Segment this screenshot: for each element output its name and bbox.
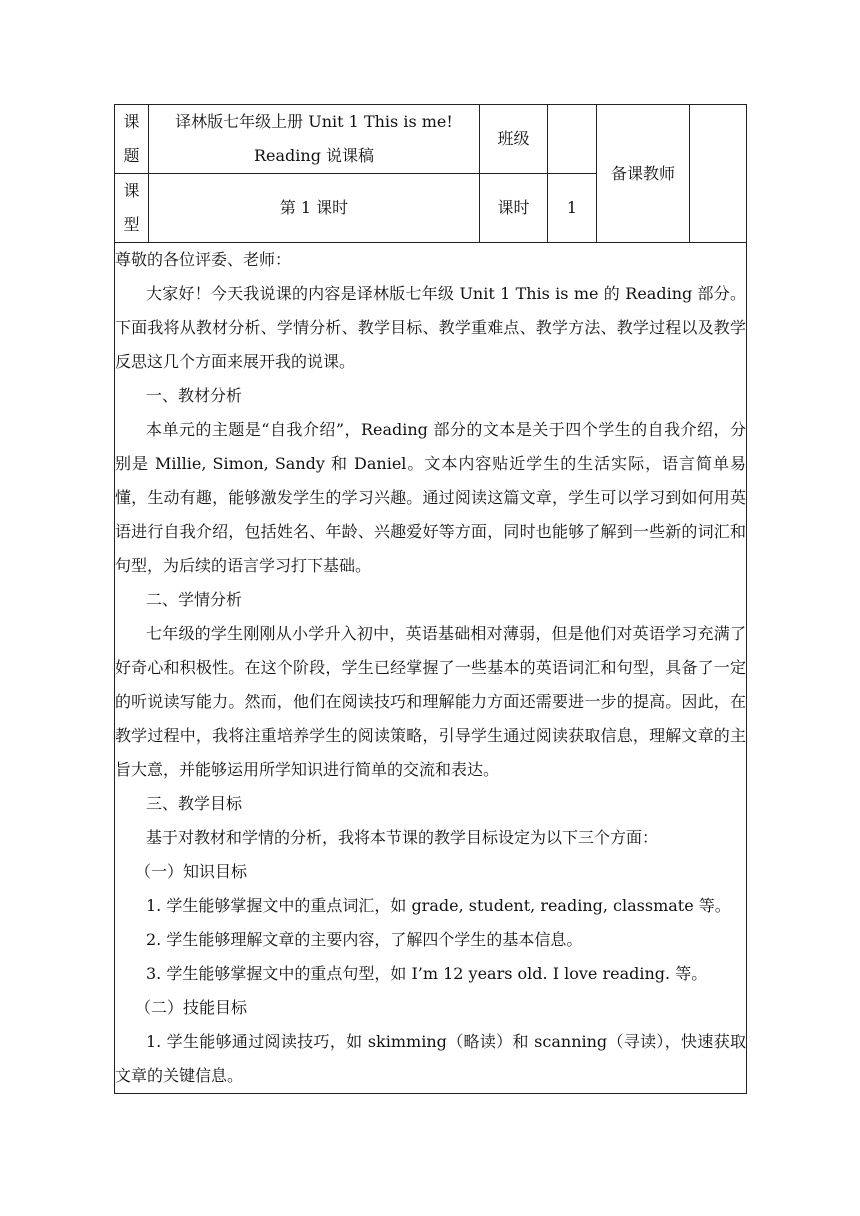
list-item: 3. 学生能够掌握文中的重点句型，如 I’m 12 years old. I love reading. 等。 bbox=[146, 964, 708, 983]
period-label: 课时 bbox=[480, 174, 548, 243]
class-value bbox=[548, 105, 597, 174]
topic-label: 课 题 bbox=[115, 105, 149, 174]
lesson-type-label: 课 型 bbox=[115, 174, 149, 243]
subsection-heading: （一）知识目标 bbox=[135, 862, 248, 881]
greeting: 尊敬的各位评委、老师： bbox=[115, 250, 292, 269]
body-paragraph: 基于对教材和学情的分析，我将本节课的教学目标设定为以下三个方面： bbox=[146, 828, 659, 847]
subsection-heading: （二）技能目标 bbox=[135, 998, 248, 1017]
teacher-label: 备课教师 bbox=[597, 105, 690, 243]
section-heading: 一、教材分析 bbox=[146, 386, 243, 405]
section-heading: 二、学情分析 bbox=[146, 590, 243, 609]
lesson-title bbox=[149, 105, 480, 174]
lesson-title-line2: Reading 说课稿 bbox=[253, 146, 375, 165]
period-value: 1 bbox=[548, 174, 597, 243]
body-paragraph: 七年级的学生刚刚从小学升入初中，英语基础相对薄弱，但是他们对英语学习充满了好奇心和积极性。在这个阶段，学生已经掌握了一些基本的英语词汇和句型，具备了一定的听说读写能力。然而，他们在阅读技巧和理解能力方面还需要进一步的提高。因此，在教学过程中，我将注重培养学生的阅读策略，引导学生通过阅读获取信息，理解文章的主旨大意，并能够运用所学知识进行简单的交流和表达。 bbox=[115, 624, 746, 779]
intro-paragraph: 大家好！今天我说课的内容是译林版七年级 Unit 1 This is me 的 Reading 部分。下面我将从教材分析、学情分析、教学目标、教学重难点、教学方法、教学过程以及教学反思这几个方面来展开我的说课。 bbox=[115, 284, 746, 371]
list-item: 1. 学生能够通过阅读技巧，如 skimming（略读）和 scanning（寻读），快速获取文章的关键信息。 bbox=[115, 1032, 746, 1085]
list-item: 1. 学生能够掌握文中的重点词汇，如 grade, student, reading, classmate 等。 bbox=[146, 896, 731, 915]
body-paragraph: 本单元的主题是“自我介绍”，Reading 部分的文本是关于四个学生的自我介绍，分别是 Millie, Simon, Sandy 和 Daniel。文本内容贴近学生的生活实际，语言简单易懂，生动有趣，能够激发学生的学习兴趣。通过阅读这篇文章，学生可以学习到如何用英语进行自我介绍，包括姓名、年龄、兴趣爱好等方面，同时也能够了解到一些新的词汇和句型，为后续的语言学习打下基础。 bbox=[115, 420, 746, 575]
speech-body bbox=[115, 243, 747, 1094]
lesson-type-value: 第 1 课时 bbox=[149, 174, 480, 243]
lesson-title-line1: 译林版七年级上册 Unit 1 This is me! bbox=[175, 112, 453, 131]
lesson-plan-table bbox=[114, 104, 747, 1094]
teacher-value bbox=[690, 105, 747, 243]
class-label: 班级 bbox=[480, 105, 548, 174]
section-heading: 三、教学目标 bbox=[146, 794, 243, 813]
list-item: 2. 学生能够理解文章的主要内容，了解四个学生的基本信息。 bbox=[146, 930, 583, 949]
